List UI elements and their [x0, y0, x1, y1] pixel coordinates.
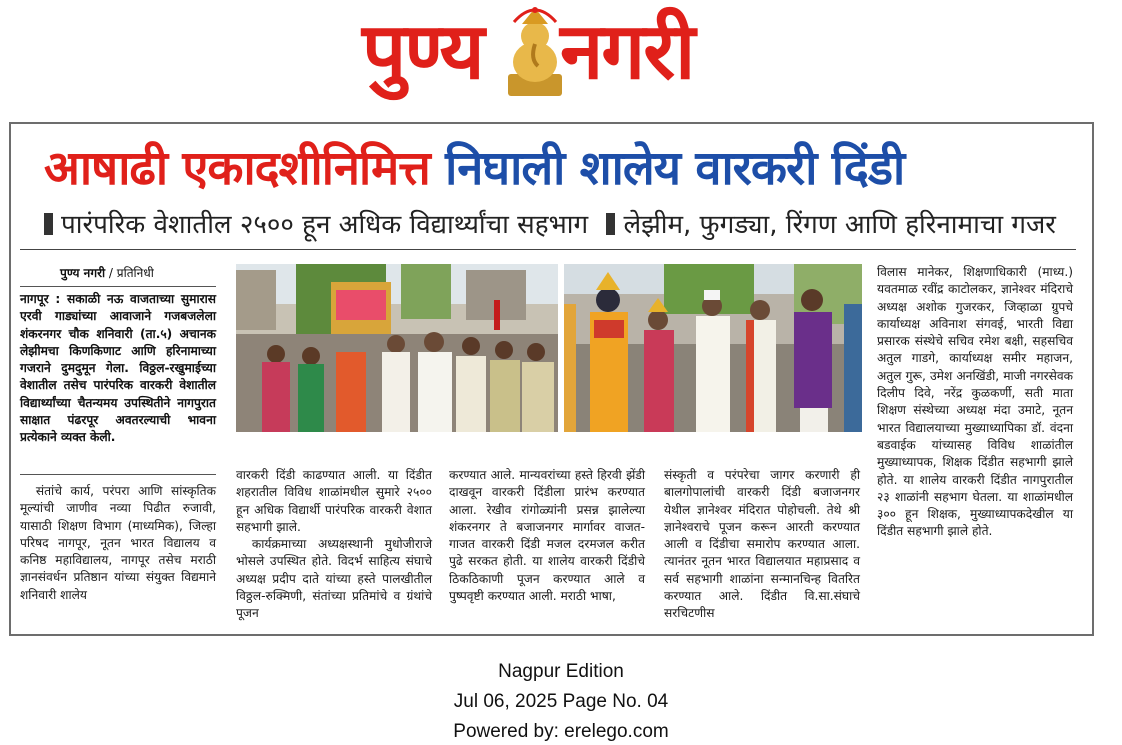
subhead-item-2: लेझीम, फुगड्या, रिंगण आणि हरिनामाचा गजर: [623, 210, 1056, 240]
article-column-3: [449, 467, 645, 605]
article-column-1: [20, 483, 216, 604]
headline: [44, 142, 904, 196]
bullet-icon: [606, 213, 615, 235]
byline-source: पुण्य नगरी: [60, 266, 106, 280]
subhead: [44, 208, 1056, 242]
subhead-item-1: पारंपरिक वेशातील २५०० हून अधिक विद्यार्थ्यांचा सहभाग: [61, 210, 589, 240]
byline: [60, 264, 154, 281]
article-lead: नागपूर : सकाळी नऊ वाजताच्या सुमारास एरवी गाड्यांच्या आवाजाने गजबजलेला शंकरनगर चौक शनिवारी (ता.५) अचानक लेझीमचा किणकिणाट आणि हरिनामाच्या गजराने दुमदुमून गेला. विठ्ठल-रखुमाईच्या वेशातील तसेच पारंपरिक वारकरी वेशातील विद्यार्थ्यांच्या चैतन्यमय उपस्थितीने नागपुरात साक्षात पंढरपूर अवतरल्याची भावना प्रत्येकाने व्यक्त केली.: [20, 292, 216, 445]
paragraph: विलास मानेकर, शिक्षणाधिकारी (माध्य.) यवतमाळ रवींद्र काटोलकर, ज्ञानेश्वर मंदिराचे अध्यक्ष अशोक गुजरकर, जिव्हाळा ग्रुपचे कार्याध्यक्ष अविनाश संगवई, भारती विद्या प्रसारक संस्थेचे सचिव रमेश बक्षी, सहसचिव अतुल गाडगे, कार्याध्यक्ष समीर महाजन, अतुल गुरू, उमेश अनखिंडी, माजी नगरसेवक दिलीप दिवे, नरेंद्र कुळकर्णी, सती माता शिक्षण संस्थेच्या अध्यक्ष मंदा उमाटे, नूतन भारत विद्यालयाच्या मुख्याध्यापिका डॉ. वंदना बडवाईक यांच्यासह विविध शाळांतील मुख्याध्यापक, शिक्षक दिंडीत सहभागी झाले होते. या शालेय वारकरी दिंडीत नागपुरातील २३ शाळांनी सहभाग घेतला. या शाळांमधील ३०० हून शिक्षक, मुख्याध्यापकदेखील या दिंडीत सहभागी झाले होते.: [877, 265, 1073, 539]
headline-red: आषाढी एकादशीनिमित्त: [44, 141, 430, 196]
divider: [20, 249, 1076, 250]
article-column-2: [236, 467, 432, 623]
article-column-4: [664, 467, 860, 623]
masthead-title-left: पुण्य: [362, 7, 483, 97]
paragraph: करण्यात आले. मान्यवरांच्या हस्ते हिरवी झेंडी दाखवून वारकरी दिंडीला प्रारंभ करण्यात आला. रेखीव रांगोळ्यांनी प्रसन्न झालेल्या शंकरनगर ते बजाजनगर मार्गावर वाजत-गाजत वारकरी दिंडी मजल दरमजल करीत पुढे सरकत होती. या शालेय वारकरी दिंडीचे ठिकठिकाणी पूजन करण्यात आले व पुष्पवृष्टी करण्यात आली. मराठी भाषा,: [449, 468, 645, 604]
procession-photo-left: [236, 264, 558, 432]
bullet-icon: [44, 213, 53, 235]
divider: [20, 474, 216, 475]
paragraph: कार्यक्रमाच्या अध्यक्षस्थानी मुधोजीराजे भोसले उपस्थित होते. विदर्भ साहित्य संघाचे अध्यक्ष प्रदीप दाते यांच्या हस्ते पालखीतील विठ्ठल-रुक्मिणी, संतांच्या प्रतिमांचे व ग्रंथांचे पूजन: [236, 537, 432, 621]
paragraph: संतांचे कार्य, परंपरा आणि सांस्कृतिक मूल्यांची जाणीव नव्या पिढीत रुजावी, यासाठी शिक्षण विभाग (माध्यमिक), जिल्हा परिषद नागपूर, नूतन भारत विद्यालय व कनिष्ठ महाविद्यालय, नागपूर तसेच मराठी ज्ञानसंवर्धन प्रतिष्ठान यांच्या संयुक्त विद्यमाने शनिवारी शालेय: [20, 484, 216, 602]
powered-by-label: Powered by: erelego.com: [453, 721, 669, 742]
divider: [20, 286, 216, 287]
paragraph: वारकरी दिंडी काढण्यात आली. या दिंडीत शहरातील विविध शाळांमधील सुमारे २५०० हून अधिक विद्यार्थी पारंपरिक वारकरी वेशात सहभागी झाले.: [236, 468, 432, 534]
procession-photo-right: [564, 264, 862, 432]
edition-label: Nagpur Edition: [498, 661, 624, 682]
article-column-5: [877, 264, 1073, 541]
headline-blue: निघाली शालेय वारकरी दिंडी: [445, 141, 905, 196]
masthead: [0, 0, 1122, 112]
masthead-title-right: नगरी: [560, 7, 694, 97]
paragraph: संस्कृती व परंपरेचा जागर करणारी ही बालगोपालांची वारकरी दिंडी बजाजनगर येथील ज्ञानेश्वर मंदिरात पोहोचली. तेथे श्री ज्ञानेश्वराचे पूजन करून आरती करण्यात आली व दिंडीचा समारोप करण्यात आला. त्यानंतर नूतन भारत विद्यालयात महाप्रसाद व सर्व सहभागी शाळांना सन्मानचिन्ह वितरित करण्यात आले. दिंडीत वि.सा.संघाचे सरचिटणीस: [664, 468, 860, 621]
date-page-label: Jul 06, 2025 Page No. 04: [453, 691, 669, 712]
byline-role: / प्रतिनिधी: [108, 266, 154, 280]
